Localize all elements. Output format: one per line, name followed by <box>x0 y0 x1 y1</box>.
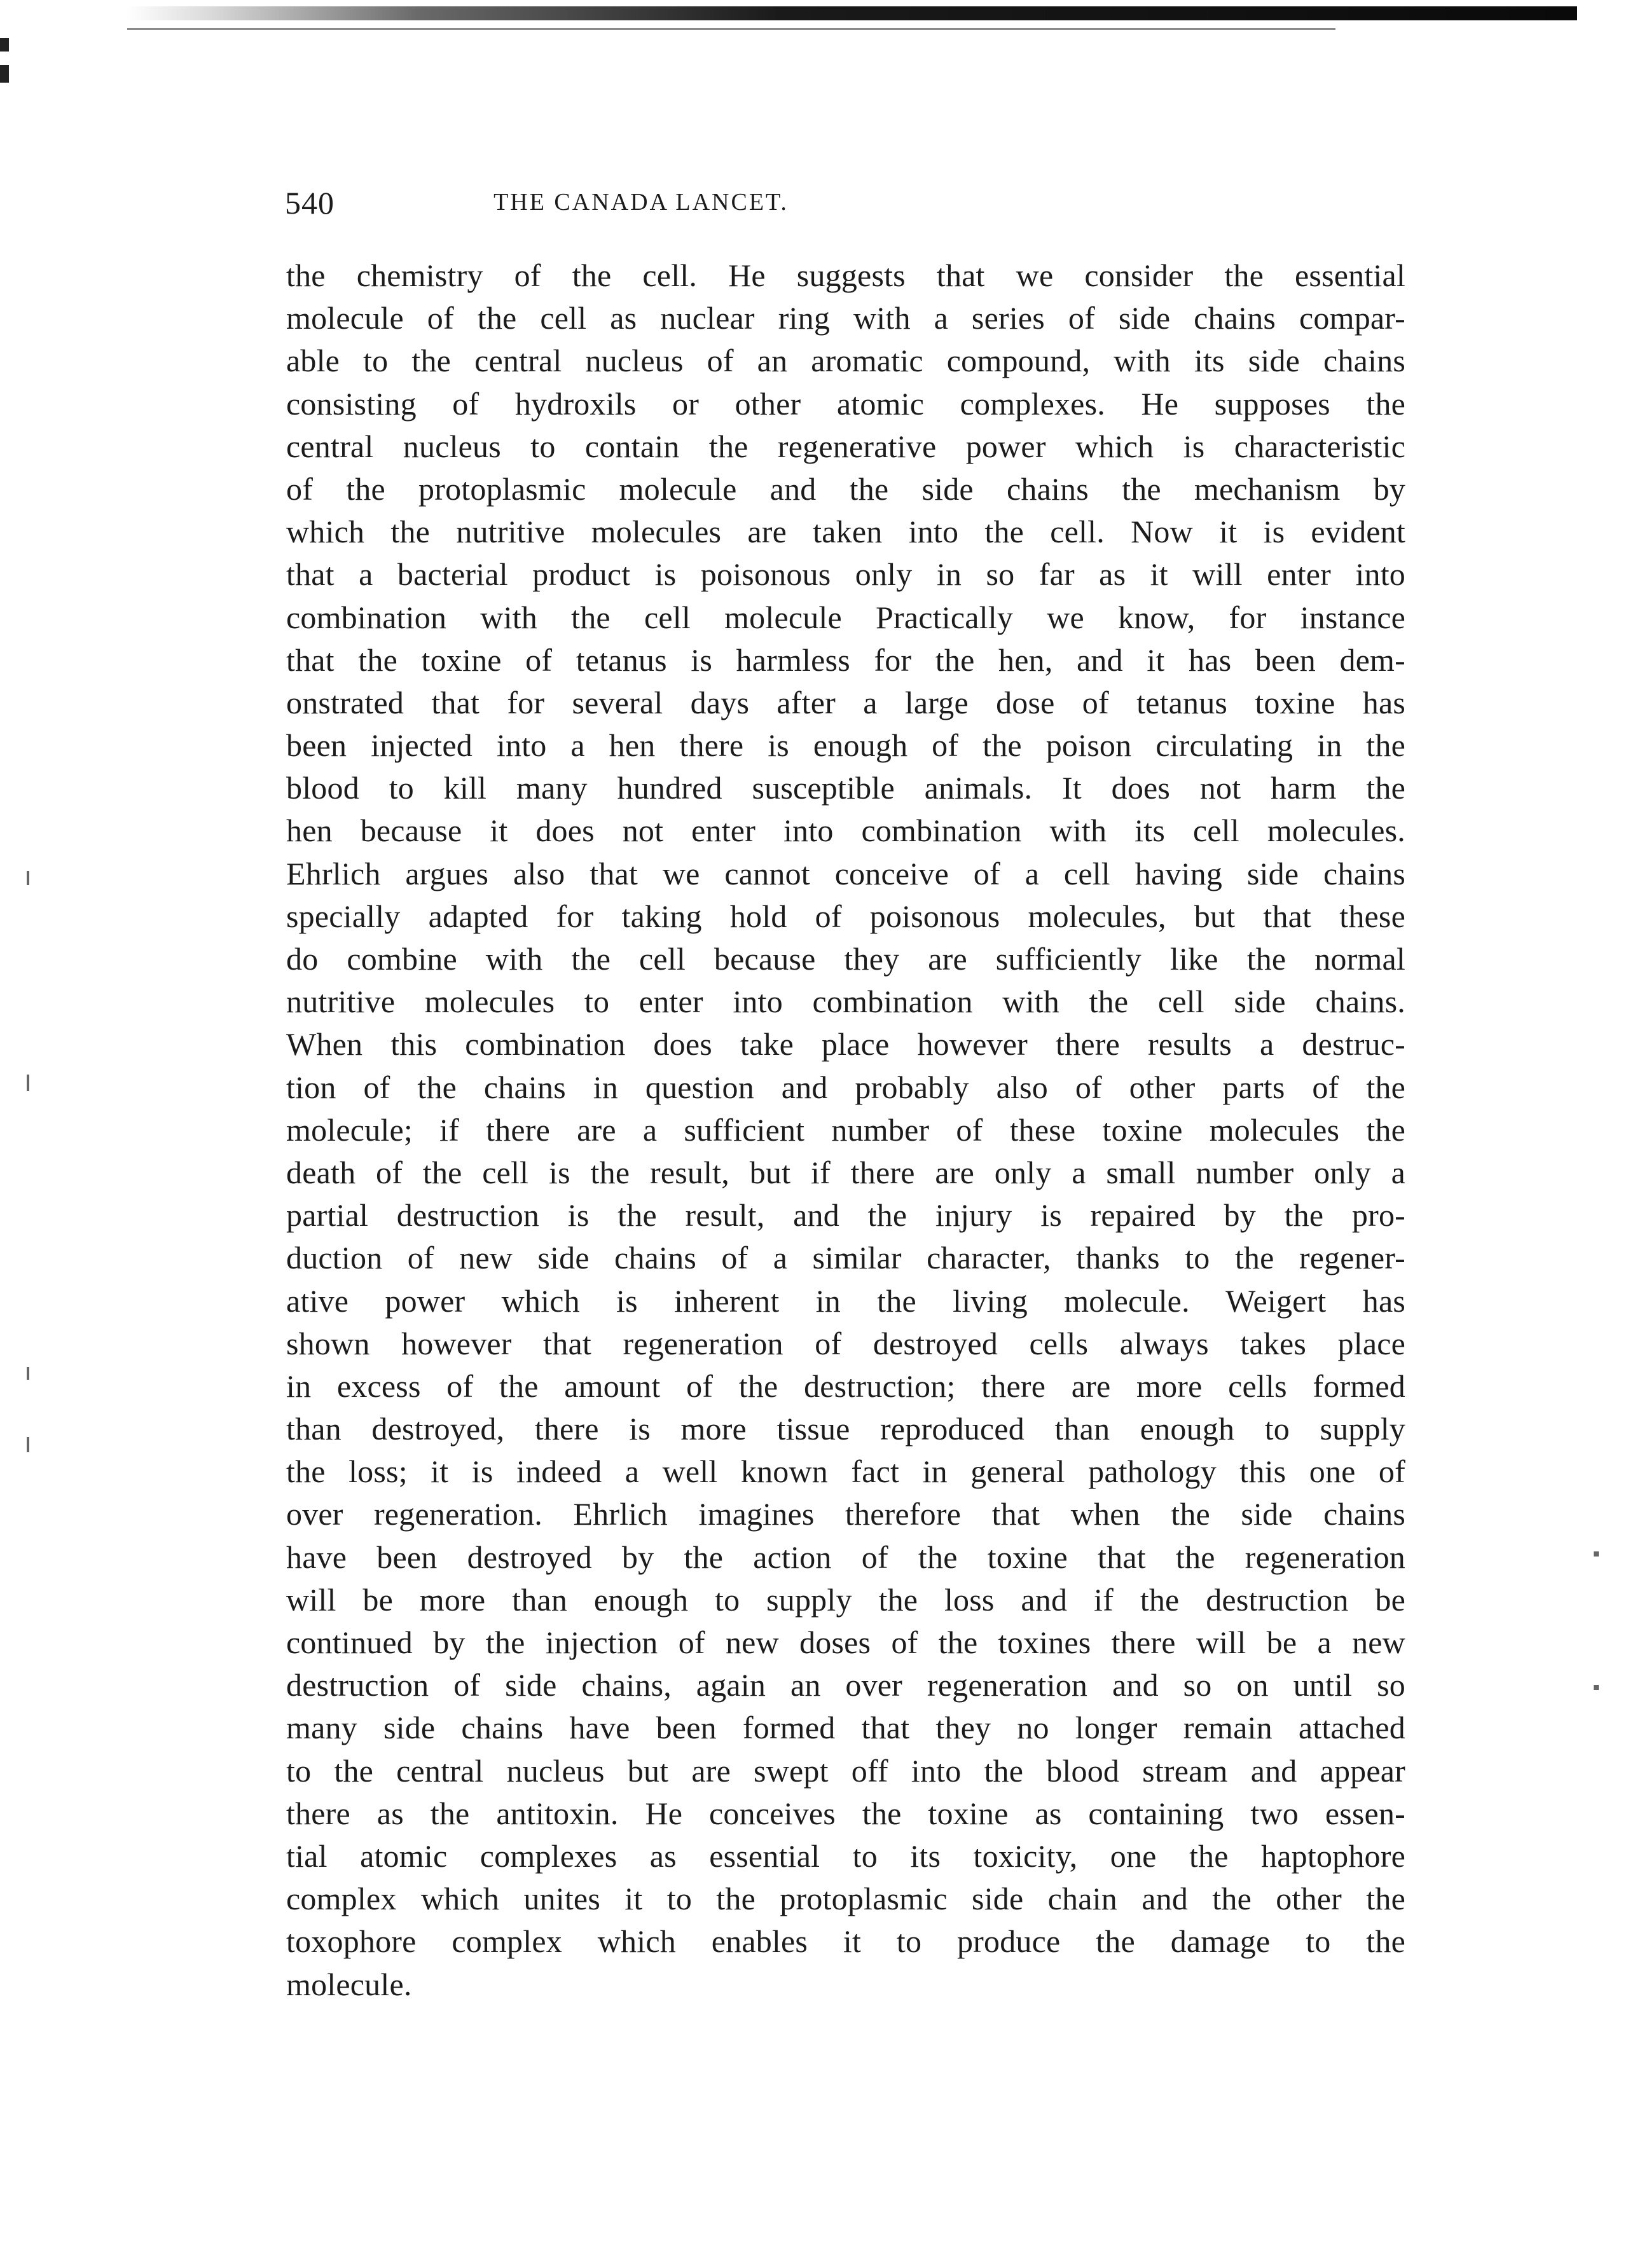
text-line: hen because it does not enter into combination with its cell molecules. <box>286 813 1405 849</box>
margin-speck <box>27 1437 29 1452</box>
text-line: to the central nucleus but are swept off into the blood stream and appear <box>286 1752 1405 1789</box>
text-line: duction of new side chains of a similar character, thanks to the regener- <box>286 1240 1405 1276</box>
text-line: tial atomic complexes as essential to its toxicity, one the haptophore <box>286 1838 1405 1874</box>
text-line: there as the antitoxin. He conceives the toxine as containing two essen- <box>286 1795 1405 1831</box>
text-line: complex which unites it to the protoplasmic side chain and the other the <box>286 1881 1405 1917</box>
text-line: molecule. <box>286 1966 412 2002</box>
text-line: shown however that regeneration of destroyed cells always takes place <box>286 1325 1405 1361</box>
text-line: partial destruction is the result, and the injury is repaired by the pro- <box>286 1197 1405 1234</box>
text-line: specially adapted for taking hold of poisonous molecules, but that these <box>286 898 1405 934</box>
text-line: destruction of side chains, again an over regeneration and so on until so <box>286 1667 1405 1703</box>
article-body <box>286 254 1405 2006</box>
text-line: central nucleus to contain the regenerative power which is characteristic <box>286 428 1405 464</box>
page-number: 540 <box>285 185 335 221</box>
text-line: the loss; it is indeed a well known fact in general pathology this one of <box>286 1454 1405 1490</box>
text-line: molecule; if there are a sufficient number of these toxine molecules the <box>286 1111 1405 1148</box>
top-border-rule <box>127 6 1577 20</box>
text-line: blood to kill many hundred susceptible animals. It does not harm the <box>286 770 1405 806</box>
text-line: that the toxine of tetanus is harmless for the hen, and it has been dem- <box>286 642 1405 678</box>
text-line: in excess of the amount of the destruction; there are more cells formed <box>286 1368 1405 1404</box>
margin-speck <box>27 871 29 885</box>
text-line: which the nutritive molecules are taken into the cell. Now it is evident <box>286 514 1405 550</box>
text-line: able to the central nucleus of an aromatic compound, with its side chains <box>286 343 1405 379</box>
text-line: than destroyed, there is more tissue reproduced than enough to supply <box>286 1411 1405 1447</box>
text-line: ative power which is inherent in the living molecule. Weigert has <box>286 1282 1405 1319</box>
text-line: been injected into a hen there is enough of the poison circulating in the <box>286 727 1405 764</box>
text-line: Ehrlich argues also that we cannot conceive of a cell having side chains <box>286 855 1405 891</box>
text-line: many side chains have been formed that they no longer remain attached <box>286 1710 1405 1746</box>
text-line: will be more than enough to supply the loss and if the destruction be <box>286 1581 1405 1618</box>
text-line: do combine with the cell because they are sufficiently like the normal <box>286 941 1405 977</box>
text-line: death of the cell is the result, but if there are only a small number only a <box>286 1154 1405 1190</box>
text-line: onstrated that for several days after a large dose of tetanus toxine has <box>286 684 1405 720</box>
text-line: molecule of the cell as nuclear ring with a series of side chains compar- <box>286 300 1405 336</box>
text-line: of the protoplasmic molecule and the side chains the mechanism by <box>286 471 1405 507</box>
text-line: combination with the cell molecule Practically we know, for instance <box>286 599 1405 635</box>
margin-speck <box>27 1075 29 1091</box>
margin-speck <box>1594 1685 1599 1690</box>
text-line: have been destroyed by the action of the toxine that the regeneration <box>286 1539 1405 1575</box>
text-line: tion of the chains in question and probably also of other parts of the <box>286 1069 1405 1105</box>
scan-corner-mark <box>0 38 9 83</box>
running-head <box>285 184 997 230</box>
text-line: over regeneration. Ehrlich imagines therefore that when the side chains <box>286 1496 1405 1532</box>
margin-speck <box>1594 1551 1599 1557</box>
text-line: that a bacterial product is poisonous only in so far as it will enter into <box>286 556 1405 593</box>
text-line: continued by the injection of new doses of the toxines there will be a new <box>286 1625 1405 1660</box>
text-line: When this combination does take place however there results a destruc- <box>286 1026 1405 1062</box>
text-line: toxophore complex which enables it to produce the damage to the <box>286 1923 1405 1960</box>
text-line: nutritive molecules to enter into combination with the cell side chains. <box>286 984 1405 1020</box>
text-line: consisting of hydroxils or other atomic complexes. He supposes the <box>286 385 1405 422</box>
margin-speck <box>27 1367 29 1380</box>
journal-title: THE CANADA LANCET. <box>493 189 789 216</box>
top-thin-rule <box>127 28 1335 30</box>
text-line: the chemistry of the cell. He suggests that we consider the essential <box>286 258 1405 293</box>
